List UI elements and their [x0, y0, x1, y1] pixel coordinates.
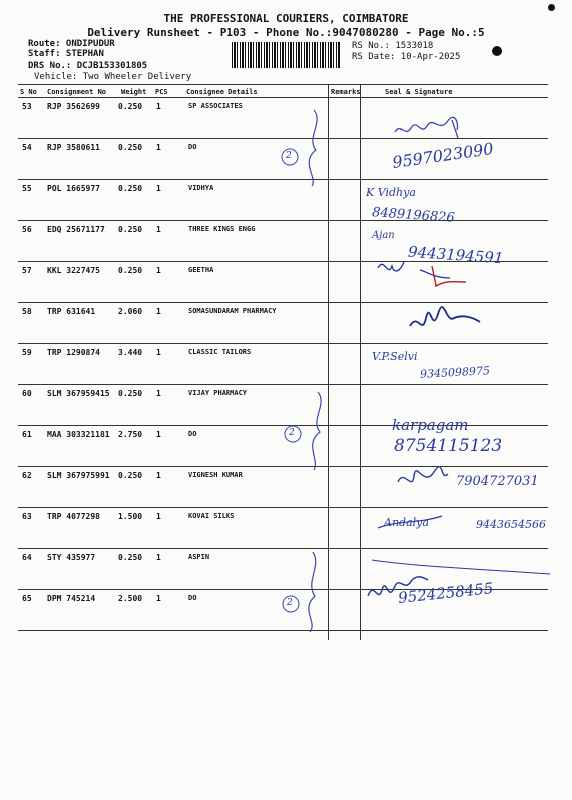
handwritten-name-56: Ajan — [372, 230, 395, 241]
row-pcs: 1 — [156, 184, 161, 193]
circle-number-2: 2 — [289, 428, 295, 438]
row-sno: 61 — [22, 430, 32, 439]
row-sno: 65 — [22, 594, 32, 603]
rs-number: RS No.: 1533018 — [352, 41, 434, 51]
circle-number-3: 2 — [287, 598, 293, 608]
handwritten-phone-61: 8754115123 — [394, 436, 503, 456]
bracket-mark-2 — [313, 392, 321, 470]
row-pcs: 1 — [156, 553, 161, 562]
drs-number: DRS No.: DCJB153301805 — [28, 61, 148, 71]
row-weight: 2.060 — [118, 307, 143, 316]
signature-58 — [410, 307, 480, 326]
row-weight: 0.250 — [118, 143, 143, 152]
row-consignment-no: SLM 367959415 — [47, 389, 110, 398]
vehicle-label: Vehicle: Two Wheeler Delivery — [34, 72, 192, 82]
col-seal-signature: Seal & Signature — [385, 88, 453, 96]
row-weight: 2.500 — [118, 594, 143, 603]
row-sno: 62 — [22, 471, 32, 480]
row-sno: 60 — [22, 389, 32, 398]
row-weight: 0.250 — [118, 389, 143, 398]
row-consignment-no: KKL 3227475 — [47, 266, 100, 275]
row-consignment-no: TRP 1290874 — [47, 348, 100, 357]
row-weight: 0.250 — [118, 225, 143, 234]
handwritten-phone-56: 8489196826 — [371, 205, 456, 226]
handwritten-name-63: Andalya — [384, 516, 429, 529]
row-weight: 0.250 — [118, 553, 143, 562]
row-sno: 64 — [22, 553, 32, 562]
row-consignment-no: STY 435977 — [47, 553, 96, 562]
row-consignee: KOVAI SILKS — [188, 512, 235, 520]
row-sno: 54 — [22, 143, 32, 152]
col-remarks: Remarks — [331, 88, 361, 96]
rs-date: RS Date: 10-Apr-2025 — [352, 52, 461, 62]
staff-label: Staff: STEPHAN — [28, 49, 104, 59]
row-weight: 3.440 — [118, 348, 143, 357]
row-sno: 59 — [22, 348, 32, 357]
row-consignee: DO — [188, 430, 197, 438]
handwritten-phone-62: 7904727031 — [456, 474, 539, 489]
row-consignee: DO — [188, 594, 197, 602]
row-consignee: DO — [188, 143, 197, 151]
handwritten-phone-65: 9524258455 — [397, 579, 495, 607]
row-pcs: 1 — [156, 266, 161, 275]
col-pcs: PCS — [155, 88, 168, 96]
row-consignment-no: MAA 303321181 — [47, 430, 110, 439]
row-weight: 0.250 — [118, 266, 143, 275]
row-consignee: GEETHA — [188, 266, 214, 274]
row-consignment-no: POL 1665977 — [47, 184, 100, 193]
handwritten-phone-59: 9345098975 — [419, 364, 491, 381]
row-consignee: CLASSIC TAILORS — [188, 348, 252, 356]
col-weight: Weight — [121, 88, 147, 96]
row-pcs: 1 — [156, 143, 161, 152]
row-consignee: SP ASSOCIATES — [188, 102, 243, 110]
row-consignment-no: TRP 4077298 — [47, 512, 100, 521]
bracket-mark-1 — [309, 110, 317, 186]
route-label: Route: ONDIPUDUR — [28, 39, 115, 49]
handwritten-phone-54: 9597023090 — [391, 139, 495, 172]
row-sno: 58 — [22, 307, 32, 316]
row-weight: 0.250 — [118, 184, 143, 193]
handwritten-phone-63: 9443654566 — [476, 518, 546, 531]
row-pcs: 1 — [156, 225, 161, 234]
row-weight: 0.250 — [118, 471, 143, 480]
row-sno: 55 — [22, 184, 32, 193]
row-sno: 53 — [22, 102, 32, 111]
row-weight: 0.250 — [118, 102, 143, 111]
row-pcs: 1 — [156, 512, 161, 521]
row-pcs: 1 — [156, 389, 161, 398]
company-title: THE PROFESSIONAL COURIERS, COIMBATORE — [163, 12, 409, 25]
runsheet-title: Delivery Runsheet - P103 - Phone No.:9047080280 - Page No.:5 — [87, 26, 485, 39]
row-pcs: 1 — [156, 430, 161, 439]
col-consignee: Consignee Details — [186, 88, 258, 96]
row-pcs: 1 — [156, 594, 161, 603]
row-pcs: 1 — [156, 307, 161, 316]
signature-64-line — [372, 560, 550, 574]
row-consignee: VIJAY PHARMACY — [188, 389, 248, 397]
col-sno: S No — [20, 88, 37, 96]
row-consignment-no: RJP 3562699 — [47, 102, 100, 111]
handwritten-name-61: karpagam — [392, 416, 469, 434]
row-consignee: THREE KINGS ENGG — [188, 225, 256, 233]
row-consignment-no: TRP 631641 — [47, 307, 96, 316]
handwritten-name-55: K Vidhya — [366, 186, 416, 199]
signature-62 — [398, 467, 448, 482]
row-pcs: 1 — [156, 471, 161, 480]
signature-57-blue — [378, 262, 450, 278]
row-weight: 1.500 — [118, 512, 143, 521]
row-weight: 2.750 — [118, 430, 143, 439]
row-consignee: VIDHYA — [188, 184, 214, 192]
signature-54 — [395, 117, 458, 138]
row-consignment-no: DPM 745214 — [47, 594, 96, 603]
row-pcs: 1 — [156, 102, 161, 111]
row-consignee: ASPIN — [188, 553, 210, 561]
handwritten-phone-57: 9443194591 — [407, 242, 504, 268]
row-consignment-no: EDQ 25671177 — [47, 225, 105, 234]
bracket-mark-3 — [309, 552, 316, 632]
handwritten-name-59: V.P.Selvi — [372, 350, 418, 363]
row-consignment-no: RJP 3580611 — [47, 143, 100, 152]
row-sno: 56 — [22, 225, 32, 234]
row-sno: 57 — [22, 266, 32, 275]
row-pcs: 1 — [156, 348, 161, 357]
row-sno: 63 — [22, 512, 32, 521]
row-consignment-no: SLM 367975991 — [47, 471, 110, 480]
row-consignee: SOMASUNDARAM PHARMACY — [188, 307, 277, 315]
col-consignment: Consignment No — [47, 88, 107, 96]
circle-number-1: 2 — [286, 151, 292, 161]
row-consignee: VIGNESH KUMAR — [188, 471, 243, 479]
